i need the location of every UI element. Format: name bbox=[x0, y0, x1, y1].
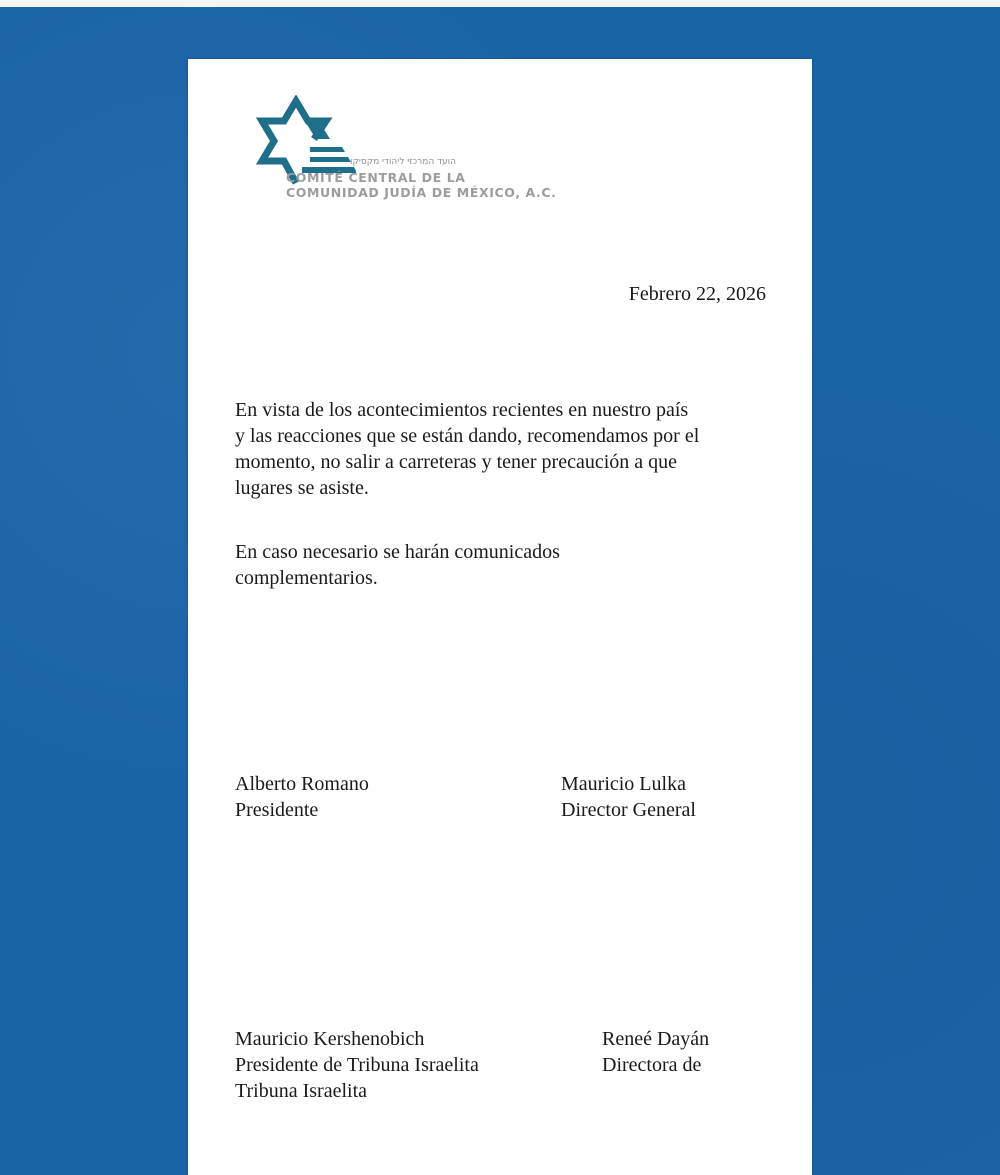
org-name-line-1: COMITÉ CENTRAL DE LA bbox=[286, 170, 466, 185]
signatory-title: Directora de bbox=[602, 1054, 702, 1076]
signatory-name: Mauricio Kershenobich bbox=[235, 1028, 425, 1050]
signatory-block bbox=[235, 1026, 479, 1104]
body-paragraph-2 bbox=[235, 539, 795, 591]
paragraph-line: y las reacciones que se están dando, recomendamos por el bbox=[235, 425, 700, 447]
signatory-name: Mauricio Lulka bbox=[561, 773, 686, 795]
body-paragraph-1 bbox=[235, 397, 795, 501]
signatory-block bbox=[235, 771, 369, 823]
signatory-title: Presidente de Tribuna Israelita bbox=[235, 1054, 479, 1076]
paragraph-line: complementarios. bbox=[235, 567, 378, 589]
letterhead bbox=[256, 95, 636, 210]
org-name bbox=[286, 170, 556, 200]
signatory-block bbox=[561, 771, 696, 823]
letter-page bbox=[188, 59, 812, 1175]
signatory-title: Presidente bbox=[235, 799, 319, 821]
org-name-line-2: COMUNIDAD JUDÍA DE MÉXICO, A.C. bbox=[286, 185, 557, 200]
paragraph-line: En vista de los acontecimientos recientes en nuestro país bbox=[235, 399, 689, 421]
paragraph-line: En caso necesario se harán comunicados bbox=[235, 541, 560, 563]
hebrew-org-name: הועד המרכזי ליהודי מקסיקו bbox=[350, 157, 456, 167]
letter-date: Febrero 22, 2026 bbox=[628, 283, 766, 305]
top-edge-strip bbox=[0, 0, 1000, 7]
paragraph-line: momento, no salir a carreteras y tener precaución a que bbox=[235, 451, 678, 473]
signatory-title: Tribuna Israelita bbox=[235, 1080, 368, 1102]
signatory-block bbox=[602, 1026, 709, 1078]
signatory-name: Reneé Dayán bbox=[602, 1028, 710, 1050]
paragraph-line: lugares se asiste. bbox=[235, 477, 369, 499]
signatory-title: Director General bbox=[561, 799, 696, 821]
signatory-name: Alberto Romano bbox=[235, 773, 369, 795]
